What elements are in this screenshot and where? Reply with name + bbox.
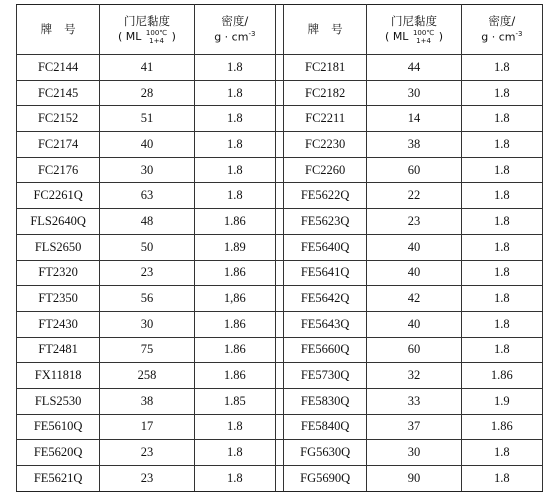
- grade-cell: FG5630Q: [284, 440, 367, 466]
- density-cell: 1.8: [461, 209, 542, 235]
- grade-cell: FLS2530: [17, 388, 100, 414]
- viscosity-cell: 40: [367, 311, 461, 337]
- table-row: [17, 363, 543, 389]
- grade-cell: FC2181: [284, 55, 367, 81]
- viscosity-cell: 40: [367, 234, 461, 260]
- density-cell: 1.86: [194, 260, 275, 286]
- grade-cell: FE5660Q: [284, 337, 367, 363]
- viscosity-cell: 51: [100, 106, 194, 132]
- density-cell: 1.8: [194, 55, 275, 81]
- density-cell: 1.8: [461, 55, 542, 81]
- density-cell: 1.86: [194, 311, 275, 337]
- grade-cell: FC2230: [284, 132, 367, 158]
- viscosity-title: 门尼黏度: [391, 13, 437, 28]
- grade-cell: FE5622Q: [284, 183, 367, 209]
- header-viscosity-right: [367, 5, 461, 55]
- table-row: [17, 440, 543, 466]
- density-cell: 1.8: [461, 157, 542, 183]
- density-unit: $g \cdot cm^{-3}$: [481, 29, 523, 44]
- grade-cell: FLS2650: [17, 234, 100, 260]
- grade-cell: FC2182: [284, 80, 367, 106]
- grade-cell: FE5640Q: [284, 234, 367, 260]
- grade-cell: FLS2640Q: [17, 209, 100, 235]
- viscosity-cell: 23: [100, 440, 194, 466]
- viscosity-unit: ( ML 100℃ 1+4 ): [118, 29, 176, 46]
- grade-cell: FC2145: [17, 80, 100, 106]
- column-gap: [275, 132, 283, 158]
- table-row: [17, 414, 543, 440]
- viscosity-cell: 60: [367, 157, 461, 183]
- grade-cell: FC2260: [284, 157, 367, 183]
- viscosity-cell: 32: [367, 363, 461, 389]
- column-gap: [275, 106, 283, 132]
- viscosity-cell: 23: [367, 209, 461, 235]
- header-viscosity-left: [100, 5, 194, 55]
- density-cell: 1.8: [461, 234, 542, 260]
- density-cell: 1.8: [461, 106, 542, 132]
- table-row: [17, 466, 543, 492]
- density-cell: 1.8: [461, 466, 542, 492]
- column-gap: [275, 388, 283, 414]
- viscosity-cell: 42: [367, 286, 461, 312]
- table-row: [17, 157, 543, 183]
- table-row: [17, 311, 543, 337]
- table-row: [17, 132, 543, 158]
- viscosity-cell: 75: [100, 337, 194, 363]
- viscosity-title: 门尼黏度: [123, 13, 170, 28]
- density-title: 密度/: [488, 13, 516, 28]
- viscosity-cell: 30: [367, 440, 461, 466]
- table-row: [17, 209, 543, 235]
- table-row: [17, 286, 543, 312]
- table-row: [17, 337, 543, 363]
- density-cell: 1.8: [461, 132, 542, 158]
- table-row: [17, 234, 543, 260]
- density-cell: 1.8: [194, 80, 275, 106]
- column-gap: [275, 311, 283, 337]
- column-gap: [275, 440, 283, 466]
- viscosity-cell: 56: [100, 286, 194, 312]
- density-cell: 1.8: [194, 106, 275, 132]
- grade-cell: FE5620Q: [17, 440, 100, 466]
- viscosity-cell: 14: [367, 106, 461, 132]
- density-cell: 1.8: [461, 311, 542, 337]
- density-cell: 1.8: [194, 183, 275, 209]
- viscosity-cell: 50: [100, 234, 194, 260]
- density-cell: 1.8: [461, 337, 542, 363]
- viscosity-cell: 30: [100, 157, 194, 183]
- viscosity-cell: 258: [100, 363, 194, 389]
- density-cell: 1.86: [194, 337, 275, 363]
- viscosity-cell: 63: [100, 183, 194, 209]
- density-cell: 1.8: [461, 286, 542, 312]
- grade-cell: FT2481: [17, 337, 100, 363]
- grade-cell: FE5610Q: [17, 414, 100, 440]
- grade-cell: FE5643Q: [284, 311, 367, 337]
- density-cell: 1.8: [194, 440, 275, 466]
- viscosity-cell: 30: [367, 80, 461, 106]
- grade-cell: FG5690Q: [284, 466, 367, 492]
- grade-cell: FC2211: [284, 106, 367, 132]
- column-gap: [275, 209, 283, 235]
- density-cell: 1.8: [461, 260, 542, 286]
- column-gap: [275, 55, 283, 81]
- column-gap: [275, 363, 283, 389]
- table-body: [17, 55, 543, 492]
- density-cell: 1.8: [194, 466, 275, 492]
- column-gap: [275, 466, 283, 492]
- density-cell: 1.86: [461, 414, 542, 440]
- grade-cell: FE5621Q: [17, 466, 100, 492]
- column-gap: [275, 337, 283, 363]
- viscosity-cell: 30: [100, 311, 194, 337]
- density-cell: 1,86: [194, 286, 275, 312]
- viscosity-cell: 60: [367, 337, 461, 363]
- grade-cell: FT2350: [17, 286, 100, 312]
- viscosity-unit: ( ML 100℃ 1+4 ): [385, 29, 443, 46]
- viscosity-cell: 23: [100, 260, 194, 286]
- density-cell: 1.86: [194, 363, 275, 389]
- viscosity-cell: 23: [100, 466, 194, 492]
- density-cell: 1.86: [461, 363, 542, 389]
- density-title: 密度/: [221, 13, 249, 28]
- table-header-row: [17, 5, 543, 55]
- density-cell: 1.8: [461, 440, 542, 466]
- viscosity-cell: 17: [100, 414, 194, 440]
- table-row: [17, 106, 543, 132]
- grade-cell: FE5730Q: [284, 363, 367, 389]
- density-cell: 1.8: [194, 414, 275, 440]
- density-cell: 1.8: [194, 157, 275, 183]
- grade-cell: FE5623Q: [284, 209, 367, 235]
- density-cell: 1.85: [194, 388, 275, 414]
- header-density-right: [461, 5, 542, 55]
- header-grade-left: 牌号: [17, 5, 100, 55]
- density-cell: 1.8: [194, 132, 275, 158]
- column-gap: [275, 414, 283, 440]
- viscosity-cell: 48: [100, 209, 194, 235]
- density-unit: $g \cdot cm^{-3}$: [214, 29, 256, 44]
- viscosity-cell: 33: [367, 388, 461, 414]
- table-row: [17, 183, 543, 209]
- viscosity-cell: 22: [367, 183, 461, 209]
- density-cell: 1.9: [461, 388, 542, 414]
- column-gap: [275, 183, 283, 209]
- column-gap: [275, 80, 283, 106]
- grade-cell: FT2320: [17, 260, 100, 286]
- header-density-left: [194, 5, 275, 55]
- viscosity-cell: 40: [367, 260, 461, 286]
- grade-cell: FE5642Q: [284, 286, 367, 312]
- column-gap: [275, 260, 283, 286]
- rubber-grade-table: [16, 4, 543, 492]
- grade-cell: FC2174: [17, 132, 100, 158]
- table-row: [17, 260, 543, 286]
- header-grade-right: 牌号: [284, 5, 367, 55]
- density-cell: 1.8: [461, 183, 542, 209]
- viscosity-cell: 37: [367, 414, 461, 440]
- viscosity-cell: 41: [100, 55, 194, 81]
- viscosity-cell: 44: [367, 55, 461, 81]
- table-row: [17, 80, 543, 106]
- viscosity-cell: 38: [367, 132, 461, 158]
- grade-cell: FT2430: [17, 311, 100, 337]
- viscosity-cell: 28: [100, 80, 194, 106]
- grade-cell: FC2261Q: [17, 183, 100, 209]
- column-gap: [275, 234, 283, 260]
- grade-cell: FC2144: [17, 55, 100, 81]
- grade-cell: FE5641Q: [284, 260, 367, 286]
- column-gap: [275, 5, 283, 55]
- viscosity-cell: 40: [100, 132, 194, 158]
- viscosity-cell: 90: [367, 466, 461, 492]
- density-cell: 1.86: [194, 209, 275, 235]
- grade-cell: FE5830Q: [284, 388, 367, 414]
- grade-cell: FX11818: [17, 363, 100, 389]
- viscosity-cell: 38: [100, 388, 194, 414]
- table-row: [17, 55, 543, 81]
- grade-cell: FC2152: [17, 106, 100, 132]
- density-cell: 1.8: [461, 80, 542, 106]
- density-cell: 1.89: [194, 234, 275, 260]
- grade-cell: FE5840Q: [284, 414, 367, 440]
- column-gap: [275, 157, 283, 183]
- grade-cell: FC2176: [17, 157, 100, 183]
- table-row: [17, 388, 543, 414]
- column-gap: [275, 286, 283, 312]
